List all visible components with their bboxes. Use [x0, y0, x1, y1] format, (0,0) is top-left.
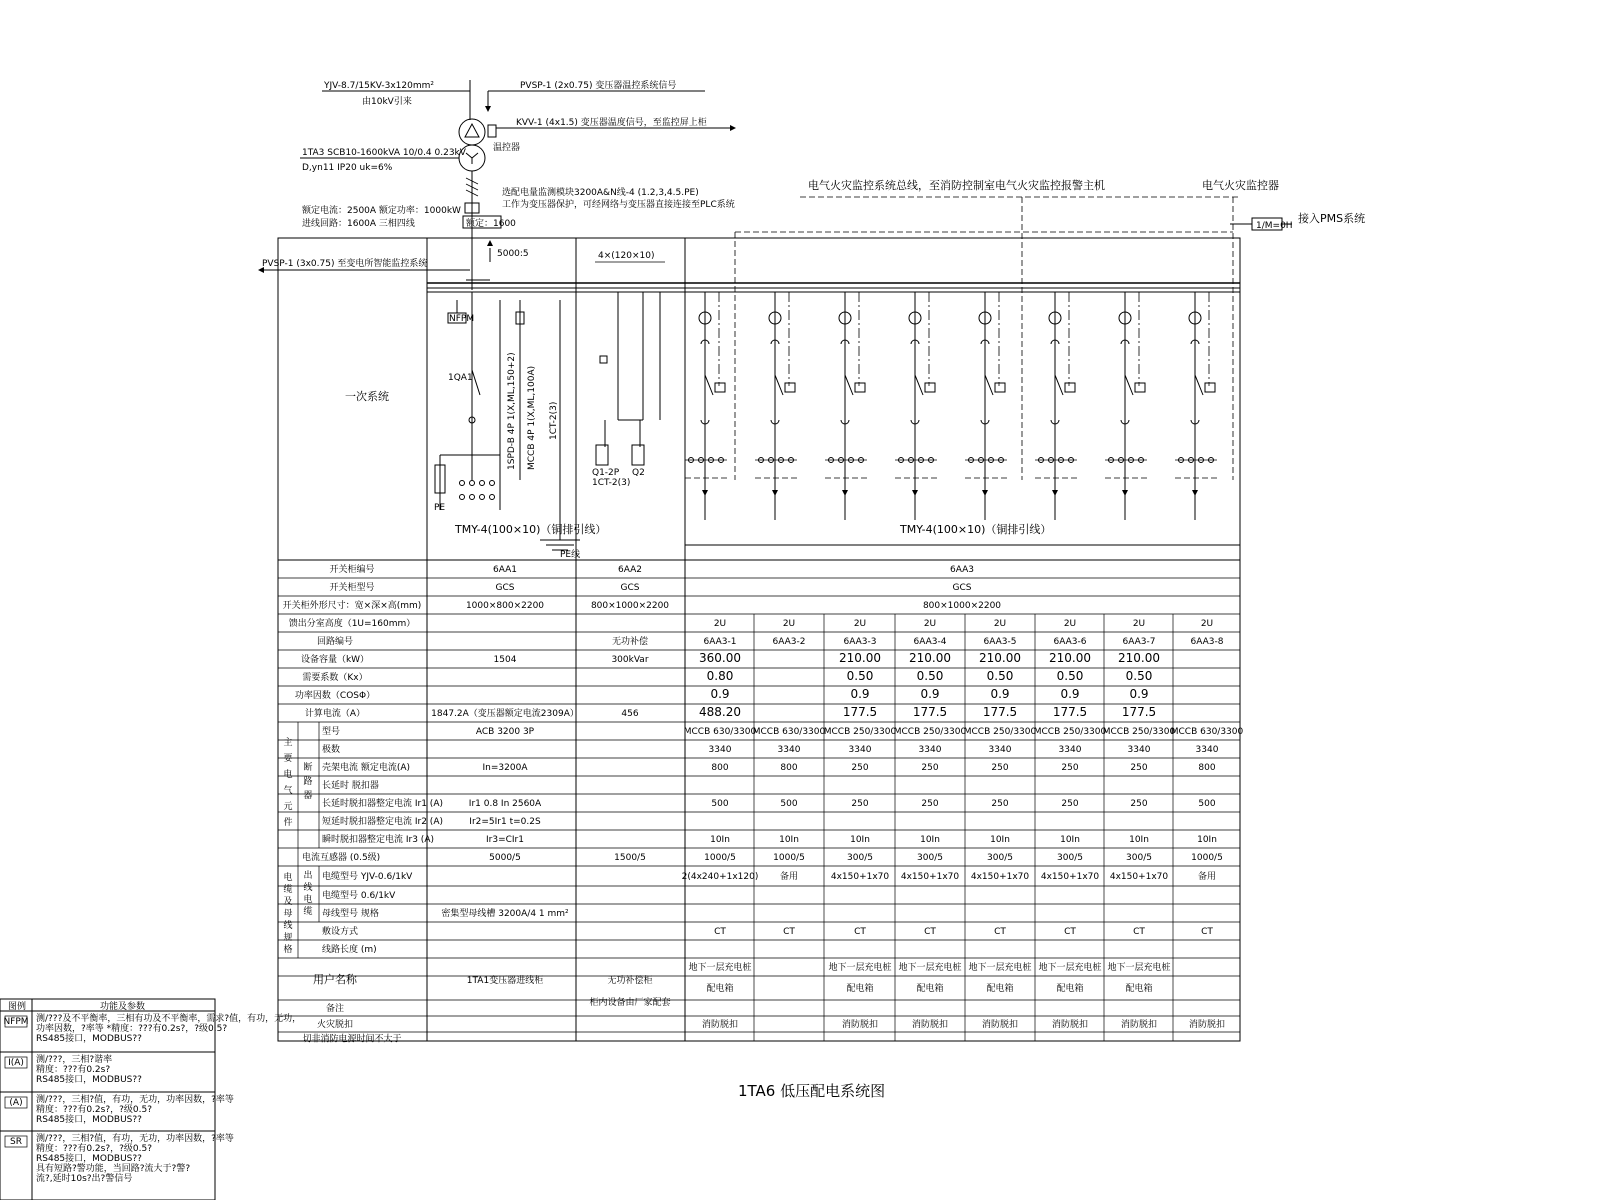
cell-text: 4x150+1x70: [830, 872, 890, 882]
breaker-note: 进线回路：1600A 三相四线: [302, 219, 415, 229]
pms-access-label: 接入PMS系统: [1298, 212, 1366, 225]
capacity-tag: 额定：1600: [466, 219, 516, 229]
cell-text: GCS: [620, 583, 640, 593]
legend-symbol: (A): [9, 1098, 23, 1108]
cell-text: 备用: [779, 872, 799, 882]
cell-text: 配电箱: [916, 984, 944, 994]
cell-text: 消防脱扣: [911, 1020, 949, 1030]
cell-text: 177.5: [842, 705, 878, 719]
cell-text: 2U: [1132, 619, 1146, 629]
row-label: 回路编号: [316, 637, 354, 647]
row-label: 计算电流（A）: [304, 709, 366, 719]
group-label-char: 气: [283, 786, 293, 796]
cell-text: 210.00: [979, 651, 1021, 665]
legend-symbol: NFPM: [3, 1017, 29, 1027]
cell-text: CT: [994, 927, 1006, 937]
group-label-char: 缆: [283, 885, 293, 895]
cell-text: 3340: [708, 745, 732, 755]
cell-text: 4x150+1x70: [1040, 872, 1100, 882]
cell-text: 0.50: [846, 669, 874, 683]
row-label: 用户名称: [313, 973, 357, 986]
cell-text: 消防脱扣: [1051, 1020, 1089, 1030]
cell-text: 0.9: [710, 687, 730, 701]
group-label-char: 主: [283, 738, 293, 748]
cell-text: 177.5: [1052, 705, 1088, 719]
row-label: 电流互感器 (0.5级): [302, 853, 381, 863]
bus-right-label: TMY-4(100×10)（铜排引线）: [900, 523, 1052, 536]
cell-text: CT: [1133, 927, 1145, 937]
row-label: 长延时脱扣器整定电流 Ir1 (A): [322, 799, 443, 809]
cell-text: 300/5: [1057, 853, 1083, 863]
cell-text: 配电箱: [706, 984, 734, 994]
cell-text: MCCB 630/3300: [1170, 727, 1244, 737]
cell-text: 1504: [493, 655, 517, 665]
svg-text:Q1-2P: Q1-2P: [592, 468, 620, 478]
group-label-char: 器: [303, 791, 313, 801]
legend-desc: RS485接口，MODBUS??: [36, 1075, 142, 1085]
cell-text: 0.80: [706, 669, 734, 683]
cell-text: 无功补偿柜: [607, 976, 653, 986]
cell-text: 800: [711, 763, 729, 773]
row-label: 功率因数（COSΦ）: [294, 691, 376, 701]
feeder-2: [755, 292, 797, 520]
drawing-title: 1TA6 低压配电系统图: [738, 1082, 886, 1100]
cell-text: 2U: [1200, 619, 1214, 629]
cell-text: 2U: [923, 619, 937, 629]
compensation-cabinet-diagram: [592, 292, 660, 488]
cell-text: 250: [1130, 799, 1148, 809]
cell-text: 250: [991, 799, 1009, 809]
cell-text: 4x150+1x70: [900, 872, 960, 882]
cell-text: 6AA3-3: [843, 637, 877, 647]
cell-text: 0.50: [986, 669, 1014, 683]
cell-text: 177.5: [912, 705, 948, 719]
cell-text: 地下一层充电桩: [1038, 963, 1102, 973]
cell-text: 10In: [990, 835, 1010, 845]
svg-text:1CT-2(3): 1CT-2(3): [549, 401, 559, 440]
cell-text: 10In: [1129, 835, 1149, 845]
cell-text: 210.00: [909, 651, 951, 665]
cell-text: 2U: [782, 619, 796, 629]
legend-desc: 测/???及不平衡率，三相有功及不平衡率，需求?值，有功，无功，: [36, 1014, 302, 1024]
cell-text: 地下一层充电桩: [898, 963, 962, 973]
legend: [0, 999, 301, 1200]
cell-text: 2U: [993, 619, 1007, 629]
cell-text: 地下一层充电桩: [828, 963, 892, 973]
incoming-cable-label: YJV-8.7/15KV-3x120mm²: [324, 81, 434, 91]
shunt-relay-icon: [1135, 383, 1145, 392]
cell-text: MCCB 630/3300: [683, 727, 757, 737]
cell-text: 消防脱扣: [1120, 1020, 1158, 1030]
cell-text: MCCB 250/3300: [963, 727, 1037, 737]
cell-text: 6AA3-2: [772, 637, 806, 647]
svg-text:1QA1: 1QA1: [448, 373, 473, 383]
primary-system-label: 一次系统: [345, 390, 389, 403]
legend-symbol: SR: [10, 1137, 22, 1147]
cell-text: 6AA1: [492, 565, 518, 575]
cell-text: 500: [780, 799, 798, 809]
cell-text: 地下一层充电桩: [968, 963, 1032, 973]
feeder-6: [1035, 292, 1077, 520]
row-label: 极数: [322, 745, 341, 755]
cell-text: 300/5: [1126, 853, 1152, 863]
legend-desc: 测/???，三相?值，有功，无功，功率因数，?率等: [36, 1095, 234, 1105]
cell-text: 配电箱: [1056, 984, 1084, 994]
cell-text: 2U: [853, 619, 867, 629]
row-label: 线路长度 (m): [322, 945, 377, 955]
cell-text: 3340: [918, 745, 942, 755]
fire-bus-label: 电气火灾监控系统总线，至消防控制室电气火灾监控报警主机: [808, 179, 1105, 192]
cell-text: 10In: [850, 835, 870, 845]
incoming-cabinet-diagram: [434, 292, 606, 560]
cell-text: 5000/5: [489, 853, 521, 863]
cell-text: 250: [851, 799, 869, 809]
legend-desc: 流?,延时10s?出?警信号: [36, 1174, 133, 1184]
group-label-char: 母: [283, 909, 293, 919]
cell-text: 500: [1198, 799, 1216, 809]
cell-text: 6AA2: [617, 565, 643, 575]
fire-monitor-header: [735, 178, 1365, 480]
shunt-relay-icon: [995, 383, 1005, 392]
shunt-relay-icon: [1205, 383, 1215, 392]
cell-text: 3340: [848, 745, 872, 755]
cell-text: 177.5: [1121, 705, 1157, 719]
cell-text: Ir3=CIr1: [486, 835, 524, 845]
cell-text: 300kVar: [611, 655, 649, 665]
legend-desc: 精度：???有0.2s?，?级0.5?: [36, 1105, 152, 1115]
cell-text: 消防脱扣: [981, 1020, 1019, 1030]
legend-desc: 具有短路?警功能，当回路?流大于?警?: [36, 1164, 191, 1174]
transformer-spec: 1TA3 SCB10-1600kVA 10/0.4 0.23kV: [302, 148, 466, 158]
cell-text: 250: [1061, 799, 1079, 809]
ats-note: 选配电量监测模块3200A&N线-4 (1.2,3,4.5.PE): [502, 188, 699, 198]
cell-text: 备用: [1197, 872, 1217, 882]
shunt-relay-icon: [715, 383, 725, 392]
row-label: 长延时 脱扣器: [322, 781, 379, 791]
group-label-char: 元: [283, 802, 293, 812]
legend-symbol: I(A): [8, 1058, 24, 1068]
cell-text: 1000/5: [1191, 853, 1223, 863]
cell-text: 800×1000×2200: [922, 601, 1002, 611]
cell-text: 10In: [1060, 835, 1080, 845]
row-label: 开关柜型号: [329, 583, 375, 593]
group-label-char: 出: [303, 871, 313, 881]
legend-desc: RS485接口，MODBUS??: [36, 1154, 142, 1164]
feeder-3: [825, 292, 867, 520]
svg-text:Q2: Q2: [632, 468, 645, 478]
ct-ratio-top: 5000:5: [497, 249, 529, 259]
legend-desc: 功率因数，?率等 *精度：???有0.2s?，?级0.5?: [36, 1024, 228, 1034]
bus-left-label: TMY-4(100×10)（铜排引线）: [455, 523, 607, 536]
cell-text: 4x150+1x70: [970, 872, 1030, 882]
cell-text: Ir2=5Ir1 t=0.2S: [469, 817, 541, 827]
shunt-relay-icon: [925, 383, 935, 392]
cell-text: 250: [921, 799, 939, 809]
group-label-char: 规: [283, 933, 293, 943]
cell-text: 0.9: [990, 687, 1010, 701]
cell-text: 1TA1变压器进线柜: [466, 976, 544, 986]
cell-text: 配电箱: [986, 984, 1014, 994]
legend-desc: RS485接口，MODBUS??: [36, 1115, 142, 1125]
legend-desc: 精度：???有0.2s?: [36, 1065, 111, 1075]
cell-text: 3340: [1058, 745, 1082, 755]
cell-text: 消防脱扣: [1188, 1020, 1226, 1030]
cell-text: 250: [851, 763, 869, 773]
cell-text: 210.00: [1049, 651, 1091, 665]
legend-item: [3, 1012, 301, 1044]
row-label: 母线型号 规格: [322, 909, 379, 919]
row-label: 开关柜外形尺寸：宽×深×高(mm): [282, 601, 422, 611]
cell-text: 2U: [713, 619, 727, 629]
group-label-char: 电: [303, 895, 313, 905]
cell-text: 0.50: [1056, 669, 1084, 683]
cell-text: 250: [1061, 763, 1079, 773]
cell-text: GCS: [495, 583, 515, 593]
cell-text: 3340: [988, 745, 1012, 755]
group-label-char: 电: [283, 873, 293, 883]
group-label-char: 要: [283, 754, 293, 764]
incoming-section: [258, 79, 736, 290]
cell-text: 250: [991, 763, 1009, 773]
cell-text: MCCB 250/3300: [1033, 727, 1107, 737]
group-label-char: 件: [283, 818, 293, 828]
cell-text: 0.9: [1129, 687, 1149, 701]
cell-text: Ir1 0.8 In 2560A: [468, 799, 542, 809]
row-label: 短延时脱扣器整定电流 Ir2 (A): [322, 817, 443, 827]
temp-signal-label: PVSP-1 (2x0.75) 变压器温控系统信号: [520, 81, 677, 91]
cell-text: 配电箱: [1125, 984, 1153, 994]
cell-text: 10In: [710, 835, 730, 845]
fan-controller-label: 温控器: [493, 143, 521, 153]
cell-text: 210.00: [1118, 651, 1160, 665]
row-label: 电缆型号 YJV-0.6/1kV: [322, 872, 413, 882]
cell-text: 消防脱扣: [841, 1020, 879, 1030]
svg-text:1SPD-B 4P 1(X,ML,150+2): 1SPD-B 4P 1(X,ML,150+2): [507, 352, 517, 470]
legend-desc: 精度：???有0.2s?，?级0.5?: [36, 1144, 152, 1154]
cell-text: 300/5: [917, 853, 943, 863]
transformer-spec2: D,yn11 IP20 uk=6%: [302, 163, 393, 173]
row-label: 切非消防电源时间不大于: [302, 1034, 402, 1045]
legend-item: [5, 1132, 234, 1184]
cell-text: 地下一层充电桩: [688, 963, 752, 973]
cell-text: 无功补偿: [611, 637, 649, 647]
cell-text: MCCB 250/3300: [1102, 727, 1176, 737]
svg-text:1/M=0H: 1/M=0H: [1256, 221, 1293, 231]
cell-text: 3340: [1127, 745, 1151, 755]
cell-text: 6AA3-7: [1122, 637, 1156, 647]
cell-text: 1500/5: [614, 853, 646, 863]
cell-text: 456: [621, 709, 639, 719]
row-label: 瞬时脱扣器整定电流 Ir3 (A): [322, 835, 434, 845]
row-label: 设备容量（kW）: [300, 655, 370, 665]
legend-symbol-header: 图例: [8, 1002, 27, 1012]
cell-text: 800: [1198, 763, 1216, 773]
group-label-char: 路: [303, 777, 313, 787]
feeder-1: [685, 292, 727, 520]
group-label-char: 线: [303, 883, 313, 893]
feeder-branches: [685, 292, 1217, 520]
cell-text: 4x150+1x70: [1109, 872, 1169, 882]
group-label-char: 线: [283, 921, 293, 931]
cell-text: In=3200A: [482, 763, 528, 773]
svg-text:PE: PE: [434, 503, 446, 513]
cell-text: 800: [780, 763, 798, 773]
legend-desc: 测/???，三相?谐率: [36, 1055, 113, 1065]
feeder-8: [1175, 292, 1217, 520]
fan-signal-label: KVV-1 (4x1.5) 变压器温度信号，至监控屏上柜: [516, 118, 707, 128]
row-label: 火灾脱扣: [316, 1020, 354, 1030]
cell-text: 0.9: [1060, 687, 1080, 701]
cell-text: MCCB 250/3300: [823, 727, 897, 737]
legend-desc: 测/???，三相?值，有功，无功，功率因数，?率等: [36, 1134, 234, 1144]
cell-text: 1000×800×2200: [465, 601, 545, 611]
cell-text: 1847.2A（变压器额定电流2309A）: [431, 709, 579, 719]
cell-text: 2(4x240+1x120): [681, 872, 759, 882]
cell-text: 10In: [779, 835, 799, 845]
group-label-char: 电: [283, 770, 293, 780]
cell-text: 6AA3-5: [983, 637, 1017, 647]
row-label: 敷设方式: [322, 927, 359, 937]
shunt-relay-icon: [1065, 383, 1075, 392]
cell-text: 0.9: [920, 687, 940, 701]
cell-text: 2U: [1063, 619, 1077, 629]
fire-monitor-label: 电气火灾监控器: [1202, 179, 1279, 192]
cell-text: 488.20: [699, 705, 741, 719]
cell-text: 配电箱: [846, 984, 874, 994]
cell-text: CT: [1064, 927, 1076, 937]
legend-desc: RS485接口，MODBUS??: [36, 1034, 142, 1044]
row-label: 开关柜编号: [329, 565, 375, 575]
cell-text: 柜内设备由厂家配套: [589, 998, 671, 1008]
cell-text: 177.5: [982, 705, 1018, 719]
cell-text: CT: [924, 927, 936, 937]
group-label-char: 断: [303, 763, 313, 773]
cell-text: GCS: [952, 583, 972, 593]
svg-text:MCCB 4P 1(X,ML,100A): MCCB 4P 1(X,ML,100A): [527, 365, 537, 470]
cell-text: 消防脱扣: [701, 1020, 739, 1030]
busbar-spec: 4×(120×10): [598, 251, 655, 261]
incoming-cable-sub: 由10kV引来: [362, 97, 412, 107]
cell-text: CT: [783, 927, 795, 937]
cell-text: 密集型母线槽 3200A/4 1 mm²: [441, 909, 569, 919]
rated-current-note: 额定电流：2500A 额定功率：1000kW: [302, 206, 461, 216]
legend-desc-header: 功能及参数: [100, 1002, 146, 1012]
cell-text: CT: [714, 927, 726, 937]
row-label: 电缆型号 0.6/1kV: [322, 891, 396, 901]
cell-text: 6AA3-1: [703, 637, 737, 647]
row-label: 型号: [322, 727, 341, 737]
cell-text: 地下一层充电桩: [1107, 963, 1171, 973]
cell-text: 0.50: [1125, 669, 1153, 683]
cell-text: ACB 3200 3P: [475, 727, 535, 737]
cell-text: CT: [1201, 927, 1213, 937]
earth-label: PE线: [560, 550, 581, 560]
feeder-7: [1105, 292, 1147, 520]
cell-text: 250: [921, 763, 939, 773]
ats-note2: 工作为变压器保护，可经网络与变压器直接连接至PLC系统: [502, 200, 735, 210]
row-label: 馈出分室高度（1U=160mm）: [288, 619, 416, 629]
legend-item: [5, 1093, 234, 1125]
cell-text: 500: [711, 799, 729, 809]
main-frame: [278, 238, 1240, 1041]
legend-item: [5, 1053, 142, 1085]
row-label: 需要系数（Kx）: [302, 673, 368, 683]
cell-text: 300/5: [987, 853, 1013, 863]
pms-signal-label: PVSP-1 (3x0.75) 至变电所智能监控系统: [262, 259, 428, 269]
cell-text: 10In: [920, 835, 940, 845]
cell-text: MCCB 630/3300: [752, 727, 826, 737]
svg-text:NFPM: NFPM: [449, 314, 475, 324]
cell-text: 6AA3-8: [1190, 637, 1224, 647]
cell-text: MCCB 250/3300: [893, 727, 967, 737]
cell-text: 6AA3-4: [913, 637, 947, 647]
cell-text: 6AA3-6: [1053, 637, 1087, 647]
cell-text: 0.50: [916, 669, 944, 683]
cell-text: 300/5: [847, 853, 873, 863]
row-label: 壳架电流 额定电流(A): [322, 763, 411, 773]
shunt-relay-icon: [785, 383, 795, 392]
cell-text: 360.00: [699, 651, 741, 665]
cell-text: 250: [1130, 763, 1148, 773]
cell-text: 3340: [777, 745, 801, 755]
row-label: 备注: [325, 1004, 345, 1014]
cell-text: 3340: [1195, 745, 1219, 755]
cell-text: 0.9: [850, 687, 870, 701]
group-label-char: 缆: [303, 907, 313, 917]
svg-text:1CT-2(3): 1CT-2(3): [592, 478, 631, 488]
shunt-relay-icon: [855, 383, 865, 392]
cell-text: 10In: [1197, 835, 1217, 845]
transformer-primary-winding: [459, 119, 485, 145]
group-label-char: 格: [283, 945, 293, 955]
cell-text: 210.00: [839, 651, 881, 665]
cell-text: CT: [854, 927, 866, 937]
cell-text: 800×1000×2200: [590, 601, 670, 611]
cell-text: 1000/5: [704, 853, 736, 863]
cell-text: 1000/5: [773, 853, 805, 863]
cell-text: 6AA3: [949, 565, 975, 575]
group-label-char: 及: [283, 897, 293, 907]
feeder-4: [895, 292, 937, 520]
feeder-5: [965, 292, 1007, 520]
